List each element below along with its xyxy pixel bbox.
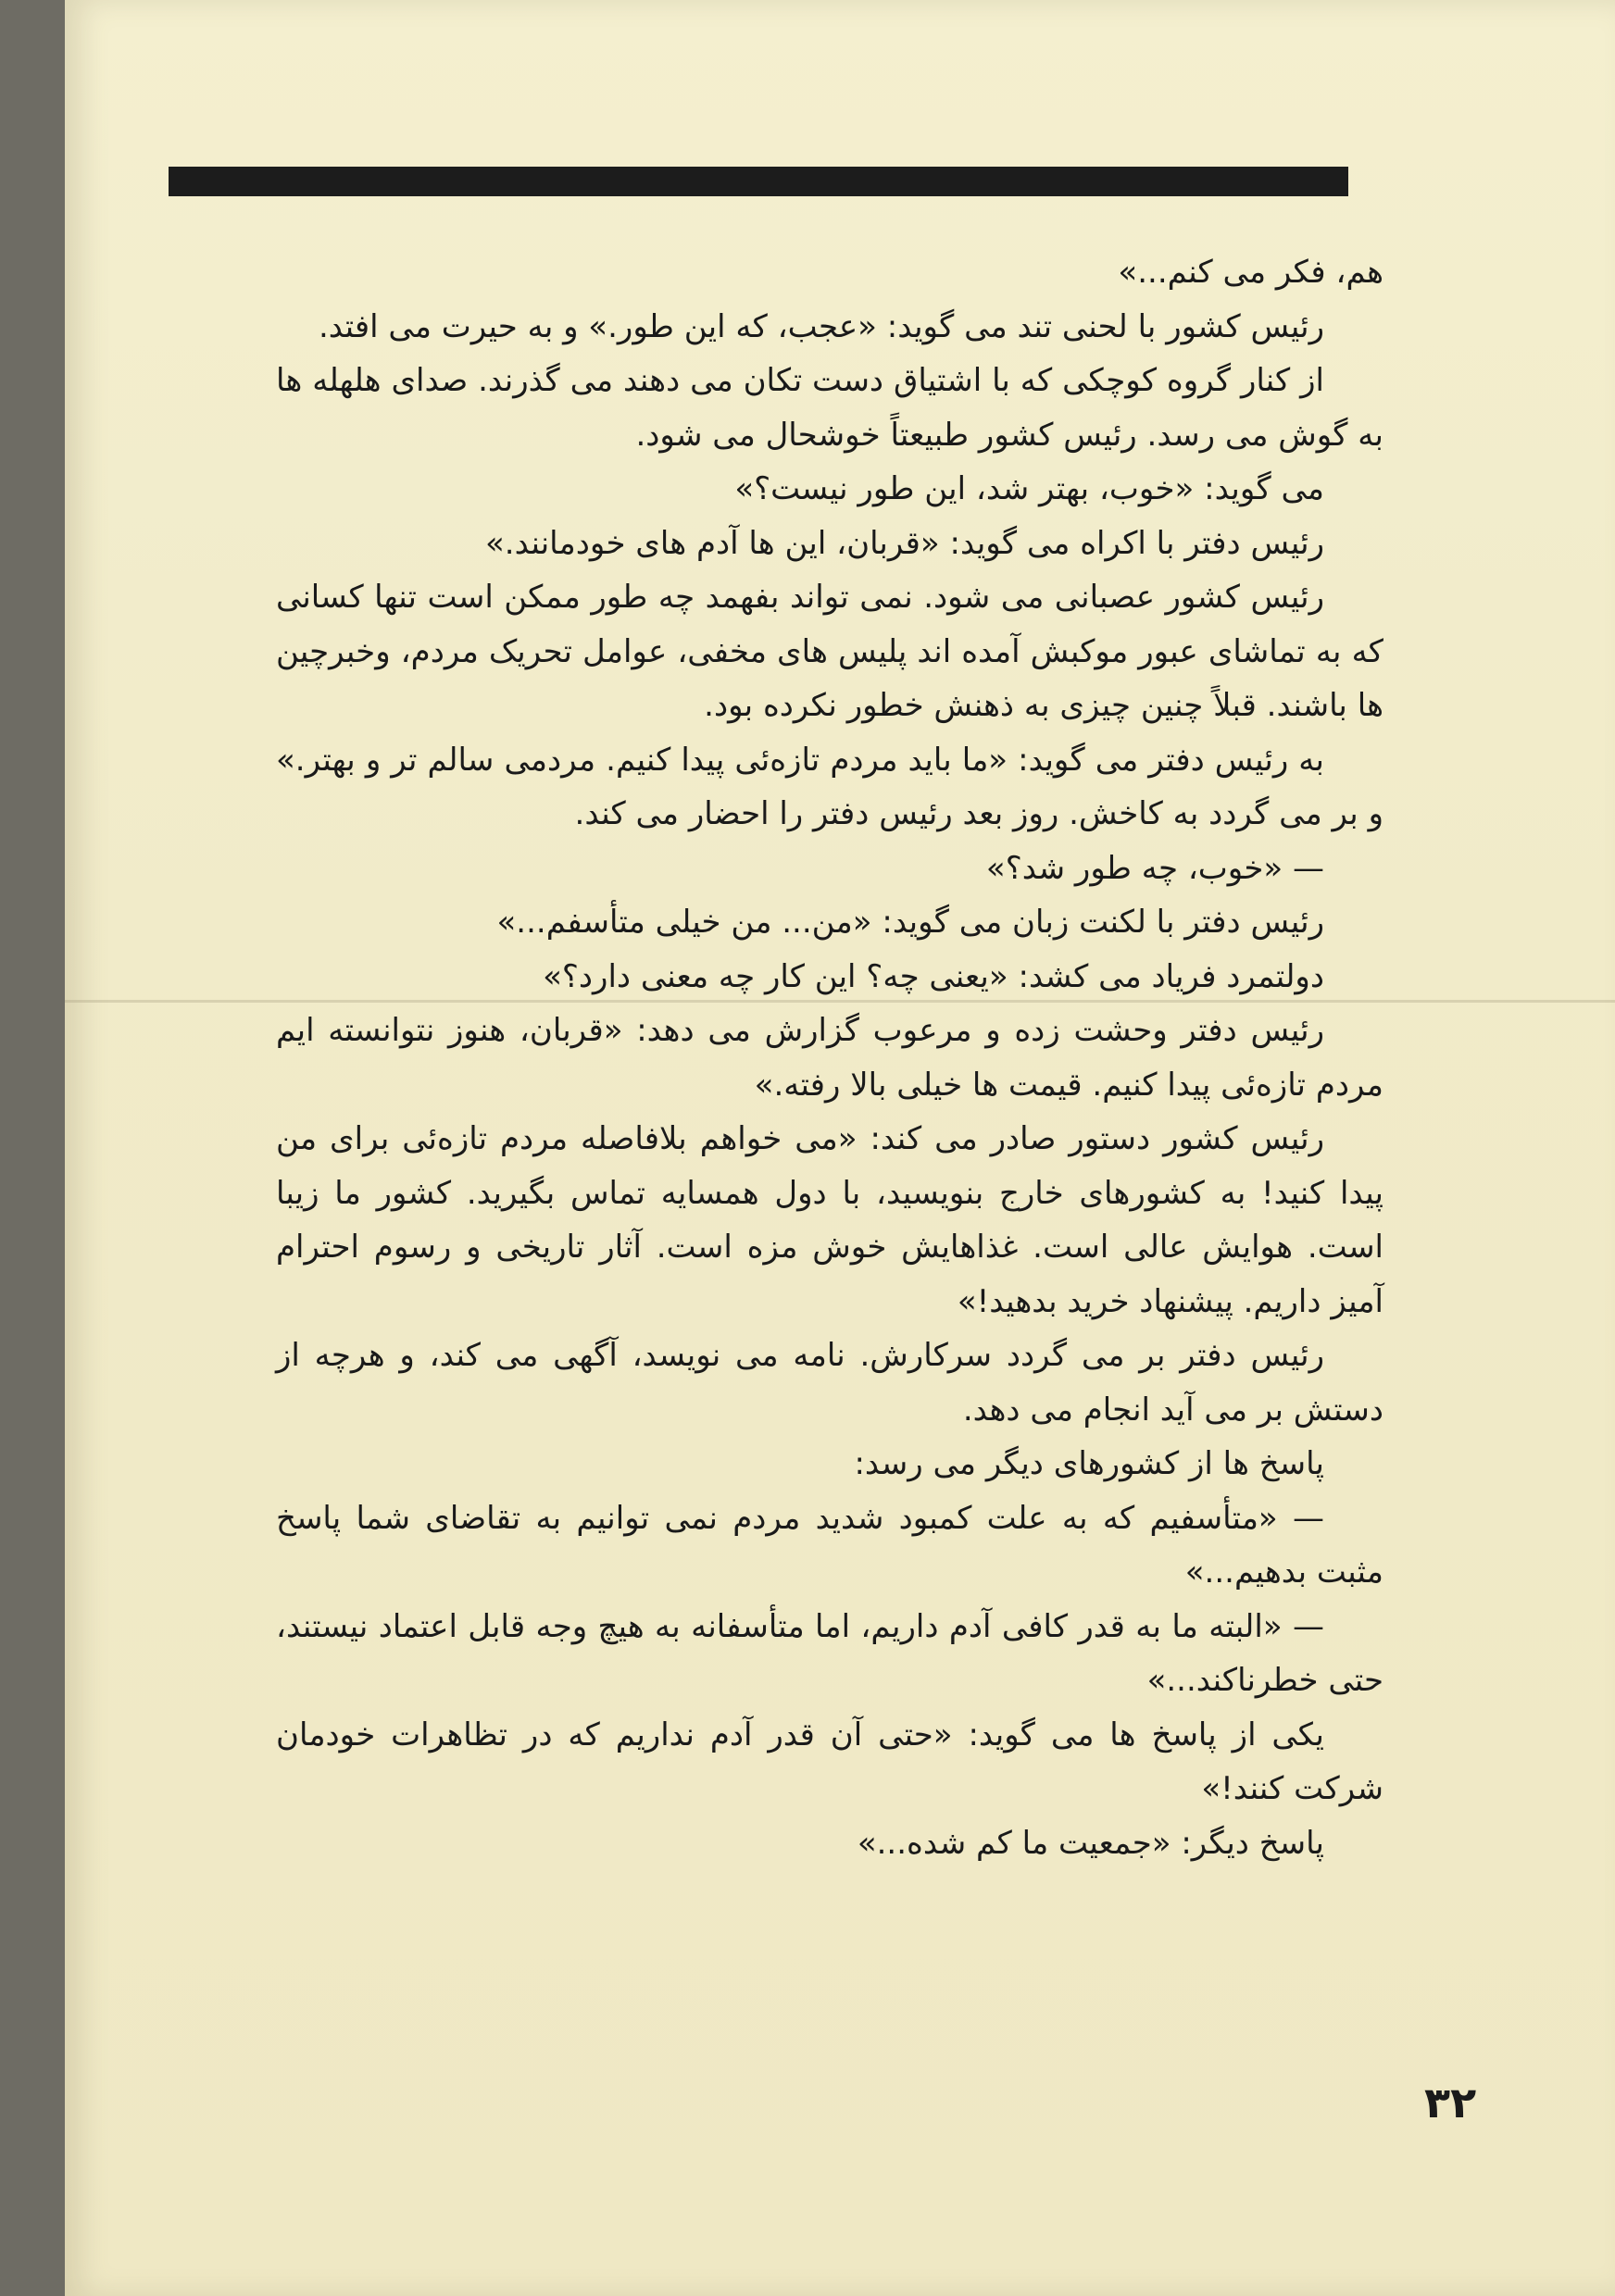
paragraph-14: پاسخ ها از کشورهای دیگر می رسد:	[854, 1445, 1324, 1482]
paragraph-3: از کنار گروه کوچکی که با اشتیاق دست تکان می دهند می گذرند. صدای هلهله ها به گوش می رسد. رئیس کشور طبیعتاً خوشحال می شود.	[276, 362, 1383, 454]
paragraph-1: هم، فکر می کنم...»	[1118, 254, 1383, 291]
paragraph-5: رئیس دفتر با اکراه می گوید: «قربان، این ها آدم های خودمانند.»	[485, 524, 1324, 562]
paragraph-9: رئیس دفتر با لکنت زبان می گوید: «من... من خیلی متأسفم...»	[496, 904, 1324, 941]
paragraph-4: می گوید: «خوب، بهتر شد، این طور نیست؟»	[734, 470, 1324, 507]
header-rule	[169, 167, 1348, 196]
paragraph-13: رئیس دفتر بر می گردد سرکارش. نامه می نویسد، آگهی می کند، و هرچه از دستش بر می آید انجام می دهد.	[276, 1337, 1383, 1429]
paragraph-6: رئیس کشور عصبانی می شود. نمی تواند بفهمد چه طور ممکن است تنها کسانی که به تماشای عبور موکبش آمده اند پلیس های مخفی، عوامل تحریک مردم، وخبرچین ها باشند. قبلاً چنین چیزی به ذهنش خطور نکرده بود.	[276, 579, 1383, 724]
body-text	[276, 245, 1383, 1870]
paragraph-12: رئیس کشور دستور صادر می کند: «می خواهم بلافاصله مردم تازه‌ئی برای من پیدا کنید! به کشورهای خارج بنویسید، با دول همسایه تماس بگیرید. کشور ما زیبا است. هوایش عالی است. غذاهایش خوش مزه است. آثار تاریخی و رسوم احترام آمیز داریم. پیشنهاد خرید بدهید!»	[276, 1120, 1383, 1320]
paragraph-10: دولتمرد فریاد می کشد: «یعنی چه؟ این کار چه معنی دارد؟»	[543, 957, 1324, 995]
paragraph-7: به رئیس دفتر می گوید: «ما باید مردم تازه‌ئی پیدا کنیم. مردمی سالم تر و بهتر.» و بر می گردد به کاخش. روز بعد رئیس دفتر را احضار می کند.	[276, 741, 1383, 832]
paragraph-2: رئیس کشور با لحنی تند می گوید: «عجب، که این طور.» و به حیرت می افتد.	[318, 307, 1324, 345]
paragraph-11: رئیس دفتر وحشت زده و مرعوب گزارش می دهد: «قربان، هنوز نتوانسته ایم مردم تازه‌ئی پیدا کنیم. قیمت ها خیلی بالا رفته.»	[276, 1012, 1383, 1104]
paragraph-17: یکی از پاسخ ها می گوید: «حتی آن قدر آدم نداریم که در تظاهرات خودمان شرکت کنند!»	[276, 1716, 1383, 1807]
paragraph-18: پاسخ دیگر: «جمعیت ما کم شده...»	[857, 1824, 1324, 1862]
paragraph-16: — «البته ما به قدر کافی آدم داریم، اما متأسفانه به هیچ وجه قابل اعتماد نیستند، حتی خطرناکند...»	[276, 1607, 1383, 1699]
paragraph-15: — «متأسفیم که به علت کمبود شدید مردم نمی توانیم به تقاضای شما پاسخ مثبت بدهیم...»	[276, 1499, 1383, 1591]
book-page	[65, 0, 1615, 2296]
page-number: ۳۲	[1424, 2078, 1477, 2128]
paragraph-8: — «خوب، چه طور شد؟»	[985, 849, 1324, 887]
